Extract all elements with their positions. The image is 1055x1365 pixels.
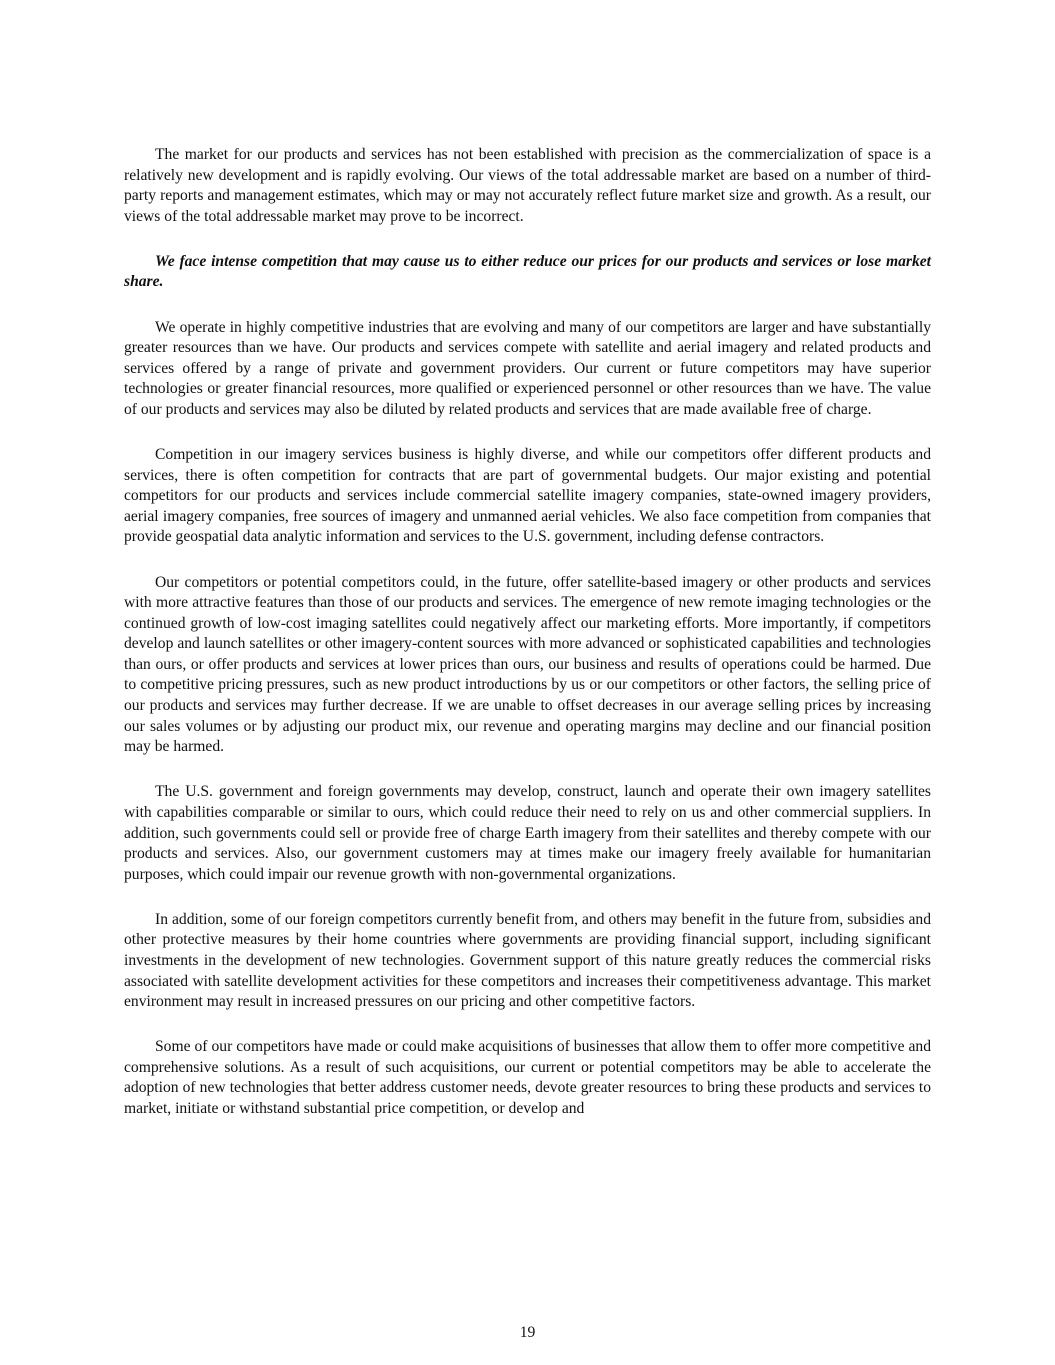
paragraph-market-size: The market for our products and services has not been established with precision as the commercialization of space is a relatively new development and is rapidly evolving. Our views of the total addressable market are based on a number of third-party reports and management estimates, which may or may not accurately reflect future market size and growth. As a result, our views of the total addressable market may prove to be incorrect. — [124, 146, 931, 225]
risk-factor-heading-competition: We face intense competition that may cause us to either reduce our prices for our products and services or lose market share. — [124, 252, 931, 291]
paragraph-competitive-industries: We operate in highly competitive industries that are evolving and many of our competitors are larger and have substantially greater resources than we have. Our products and services compete with satellite and aerial imagery and related products and services offered by a range of private and government providers. Our current or future competitors may have superior technologies or greater financial resources, more qualified or experienced personnel or other resources than we have. The value of our products and services may also be diluted by related products and services that are made available free of charge. — [124, 318, 931, 418]
paragraph-government-satellites: The U.S. government and foreign governments may develop, construct, launch and operate their own imagery satellites with capabilities comparable or similar to ours, which could reduce their need to rely on us and other commercial suppliers. In addition, such governments could sell or provide free of charge Earth imagery from their satellites and thereby compete with our products and services. Also, our government customers may at times make our imagery freely available for humanitarian purposes, which could impair our revenue growth with non-governmental organizations. — [124, 783, 931, 883]
paragraph-foreign-subsidies: In addition, some of our foreign competitors currently benefit from, and others may benefit in the future from, subsidies and other protective measures by their home countries where governments are providing financial support, including significant investments in the development of new technologies. Government support of this nature greatly reduces the commercial risks associated with satellite development activities for these competitors and increases their competitiveness advantage. This market environment may result in increased pressures on our pricing and other competitive factors. — [124, 910, 931, 1011]
paragraph-acquisitions: Some of our competitors have made or could make acquisitions of businesses that allow them to offer more competitive and comprehensive solutions. As a result of such acquisitions, our current or potential competitors may be able to accelerate the adoption of new technologies that better address customer needs, devote greater resources to bring these products and services to market, initiate or withstand substantial price competition, or develop and — [124, 1038, 931, 1118]
page-number: 19 — [519, 1324, 536, 1341]
paragraph-imagery-competition: Competition in our imagery services business is highly diverse, and while our competitors offer different products and services, there is often competition for contracts that are part of governmental budgets. Our major existing and potential competitors for our products and services include commercial satellite imagery companies, state-owned imagery providers, aerial imagery companies, free sources of imagery and unmanned aerial vehicles. We also face competition from companies that provide geospatial data analytic information and services to the U.S. government, including defense contractors. — [124, 446, 931, 546]
paragraph-future-competitors: Our competitors or potential competitors could, in the future, offer satellite-based imagery or other products and services with more attractive features than those of our products and services. The emergence of new remote imaging technologies or the continued growth of low-cost imaging satellites could negatively affect our marketing efforts. More importantly, if competitors develop and launch satellites or other imagery-content sources with more advanced or sophisticated capabilities and technologies than ours, or offer products and services at lower prices than ours, our business and results of operations could be harmed. Due to competitive pricing pressures, such as new product introductions by us or our competitors or other factors, the selling price of our products and services may further decrease. If we are unable to offset decreases in our average selling prices by increasing our sales volumes or by adjusting our product mix, our revenue and operating margins may decline and our financial position may be harmed. — [124, 573, 931, 756]
document-page — [124, 145, 931, 1144]
